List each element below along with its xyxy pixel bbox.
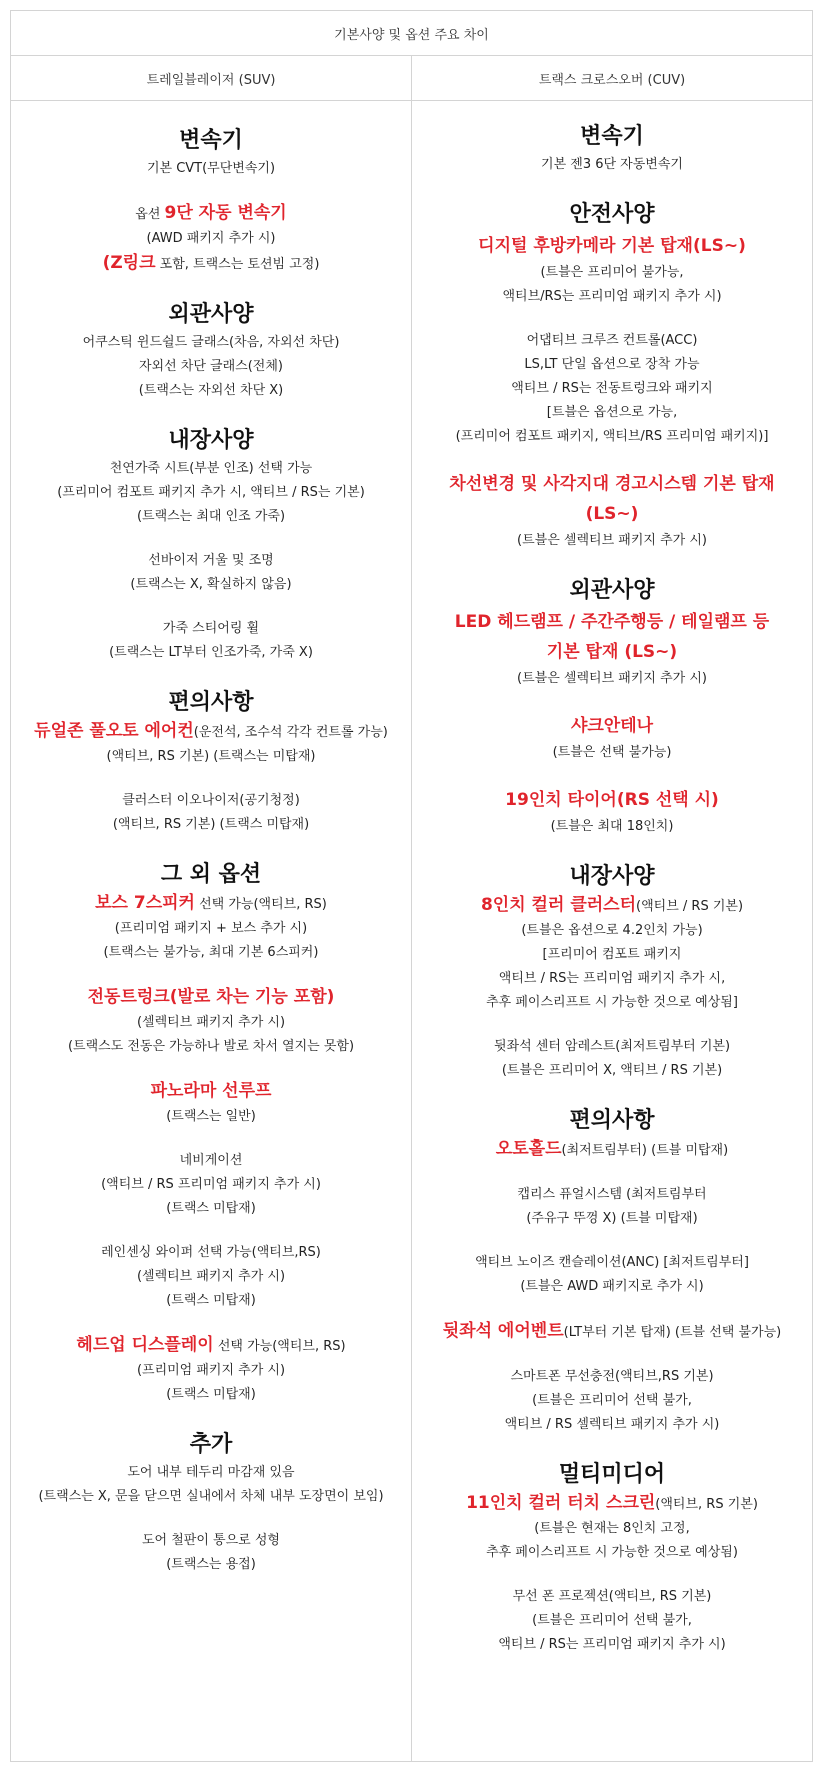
text-line: (트랙스는 자외선 차단 X) <box>138 383 284 398</box>
column-header-trailblazer: 트레일블레이저 (SUV) <box>11 56 412 101</box>
text-line: (트블은 AWD 패키지로 추가 시) <box>520 1279 704 1294</box>
text-line: (트랙스 미탑재) <box>166 1293 256 1308</box>
text-line: (액티브, RS 기본) (트랙스는 미탑재) <box>106 749 316 764</box>
text-line: 액티브/RS는 프리미엄 패키지 추가 시) <box>502 289 722 304</box>
text-line: 무선 폰 프로젝션(액티브, RS 기본) <box>512 1589 712 1604</box>
text-line: 11인치 컬러 터치 스크린(액티브, RS 기본) <box>466 1493 758 1513</box>
text-line <box>11 1079 411 1105</box>
text-line: (트랙스는 최대 인조 가죽) <box>136 509 286 524</box>
text-line: (액티브, RS 기본) (트랙스 미탑재) <box>112 817 310 832</box>
text-line: (트블은 프리미어 선택 불가, <box>532 1393 692 1408</box>
section-heading: 추가 <box>189 1432 233 1457</box>
text-line: (트블은 현재는 8인치 고정, <box>534 1521 690 1536</box>
section-heading: 멀티미디어 <box>558 1462 666 1487</box>
text-line: (트블은 프리미어 선택 불가, <box>532 1613 692 1628</box>
text-line: (트블은 옵션으로 4.2인치 가능) <box>521 923 703 938</box>
text-line: 자외선 차단 글래스(전체) <box>139 359 283 374</box>
text-line: 듀얼존 풀오토 에어컨(운전석, 조수석 각각 컨트롤 가능) <box>34 721 388 741</box>
text-line: 헤드업 디스플레이 선택 가능(액티브, RS) <box>76 1335 346 1355</box>
highlight-text: 8인치 컬러 클러스터 <box>480 895 637 915</box>
column-header-trax: 트랙스 크로스오버 (CUV) <box>412 56 813 101</box>
section-heading: 외관사양 <box>168 302 254 327</box>
right-column <box>412 101 813 1762</box>
text-line: (트블은 선택 불가능) <box>552 745 672 760</box>
text-line: 액티브 / RS는 프리미엄 패키지 추가 시, <box>498 971 726 986</box>
text-line: 액티브 / RS 셀렉티브 패키지 추가 시) <box>504 1417 720 1432</box>
comparison-table <box>10 10 813 1762</box>
text-line: LS,LT 단일 옵션으로 장착 가능 <box>524 357 700 372</box>
highlight-text: 차선변경 및 사각지대 경고시스템 기본 탑재 <box>449 474 775 494</box>
text-line: (셀렉티브 패키지 추가 시) <box>136 1269 286 1284</box>
text-line: (트랙스 미탑재) <box>166 1387 256 1402</box>
text-line: 스마트폰 무선충전(액티브,RS 기본) <box>510 1369 714 1384</box>
text-line: 액티브 / RS는 전동트렁크와 패키지 <box>511 381 713 396</box>
text-line: (프리미엄 패키지 + 보스 추가 시) <box>114 921 308 936</box>
table-title: 기본사양 및 옵션 주요 차이 <box>11 11 813 56</box>
text-line: (트랙스는 일반) <box>166 1109 256 1124</box>
highlight-text: 오토홀드 <box>495 1139 562 1159</box>
section-heading: 내장사양 <box>569 864 655 889</box>
section-heading: 외관사양 <box>569 578 655 603</box>
highlight-text: 디지털 후방카메라 기본 탑재(LS~) <box>478 236 746 256</box>
text-line: 보스 7스피커 선택 가능(액티브, RS) <box>95 893 327 913</box>
text-line: 어댑티브 크루즈 컨트롤(ACC) <box>526 333 698 348</box>
highlight-text: 기본 탑재 (LS~) <box>546 642 678 662</box>
text-line: 추후 페이스리프트 시 가능한 것으로 예상됨) <box>486 1545 738 1560</box>
highlight-text: (LS~) <box>585 504 639 524</box>
text-line: 옵션 9단 자동 변속기 <box>135 203 287 223</box>
section-heading: 편의사항 <box>569 1108 655 1133</box>
text-line: (프리미엄 패키지 추가 시) <box>136 1363 286 1378</box>
text-line: (셀렉티브 패키지 추가 시) <box>136 1015 286 1030</box>
text-line: (트랙스는 X, 문을 닫으면 실내에서 차체 내부 도장면이 보임) <box>38 1489 384 1504</box>
section-heading: 그 외 옵션 <box>160 862 262 887</box>
section-heading: 편의사항 <box>168 690 254 715</box>
highlight-text: 전동트렁크(발로 차는 기능 포함) <box>87 987 335 1007</box>
highlight-text: 듀얼존 풀오토 에어컨 <box>34 721 194 741</box>
text-line: (트랙스는 불가능, 최대 기본 6스피커) <box>103 945 319 960</box>
text-line: 추후 페이스리프트 시 가능한 것으로 예상됨] <box>486 995 738 1010</box>
highlight-text: 파노라마 선루프 <box>150 1081 272 1101</box>
text-line: (트블은 프리미어 불가능, <box>540 265 684 280</box>
text-line: 기본 CVT(무단변속기) <box>146 161 276 176</box>
text-line: 액티브 노이즈 캔슬레이션(ANC) [최저트림부터] <box>475 1255 749 1270</box>
section-heading: 변속기 <box>179 128 243 153</box>
text-line: (트랙스 미탑재) <box>166 1201 256 1216</box>
highlight-text: LED 헤드램프 / 주간주행등 / 테일램프 등 <box>454 612 770 632</box>
highlight-text: 19인치 타이어(RS 선택 시) <box>505 790 719 810</box>
section-heading: 내장사양 <box>168 428 254 453</box>
text-line: 도어 철판이 통으로 성형 <box>142 1533 280 1548</box>
text-line: [트블은 옵션으로 가능, <box>546 405 678 420</box>
text-line: (프리미어 컴포트 패키지, 액티브/RS 프리미엄 패키지)] <box>455 429 769 444</box>
text-line: (트블은 프리미어 X, 액티브 / RS 기본) <box>501 1063 723 1078</box>
text-line: 천연가죽 시트(부분 인조) 선택 가능 <box>109 461 313 476</box>
text-line: (트랙스는 용접) <box>166 1557 256 1572</box>
highlight-text: 샤크안테나 <box>570 716 654 736</box>
text-line: 기본 젠3 6단 자동변속기 <box>541 157 683 172</box>
text-line: (트랙스는 X, 확실하지 않음) <box>130 577 292 592</box>
text-line: (트블은 셀렉티브 패키지 추가 시) <box>517 671 707 686</box>
text-line: [프리미어 컴포트 패키지 <box>542 947 682 962</box>
text-line: (주유구 뚜껑 X) (트블 미탑재) <box>526 1211 698 1226</box>
text-line: (트랙스도 전동은 가능하나 발로 차서 열지는 못함) <box>67 1039 355 1054</box>
text-line: 가죽 스티어링 휠 <box>162 621 260 636</box>
text-line: 오토홀드(최저트림부터) (트블 미탑재) <box>495 1139 729 1159</box>
text-line: 뒷좌석 에어벤트(LT부터 기본 탑재) (트블 선택 불가능) <box>442 1321 782 1341</box>
text-line: 8인치 컬러 클러스터(액티브 / RS 기본) <box>480 895 744 915</box>
highlight-text: 11인치 컬러 터치 스크린 <box>466 1493 656 1513</box>
highlight-text: 뒷좌석 에어벤트 <box>442 1321 564 1341</box>
text-line: (프리미어 컴포트 패키지 추가 시, 액티브 / RS는 기본) <box>57 485 365 500</box>
section-heading: 변속기 <box>580 124 644 149</box>
text-line: (AWD 패키지 추가 시) <box>146 231 276 246</box>
text-line: (Z링크 포함, 트랙스는 토션빔 고정) <box>102 253 320 273</box>
text-line: 레인센싱 와이퍼 선택 가능(액티브,RS) <box>101 1245 321 1260</box>
text-line: 도어 내부 테두리 마감재 있음 <box>127 1465 295 1480</box>
highlight-text: 보스 7스피커 <box>95 893 195 913</box>
text-line: 어쿠스틱 윈드쉴드 글래스(차음, 자외선 차단) <box>82 335 340 350</box>
section-heading: 안전사양 <box>569 202 655 227</box>
text-line: 클러스터 이오나이저(공기청정) <box>122 793 300 808</box>
text-line <box>11 985 411 1011</box>
highlight-text: 9단 자동 변속기 <box>164 203 287 223</box>
text-line: (트랙스는 LT부터 인조가죽, 가죽 X) <box>109 645 313 660</box>
text-line: 네비게이션 <box>179 1153 243 1168</box>
text-line: 뒷좌석 센터 암레스트(최저트림부터 기본) <box>493 1039 731 1054</box>
text-line: (액티브 / RS 프리미엄 패키지 추가 시) <box>101 1177 321 1192</box>
text-line: (트블은 셀렉티브 패키지 추가 시) <box>517 533 707 548</box>
text-line: 캡리스 퓨얼시스템 (최저트림부터 <box>517 1187 707 1202</box>
text-line: 액티브 / RS는 프리미엄 패키지 추가 시) <box>498 1637 726 1652</box>
text-line: 선바이저 거울 및 조명 <box>148 553 274 568</box>
left-column <box>11 101 412 1762</box>
text-line: (트블은 최대 18인치) <box>550 819 674 834</box>
highlight-text: (Z링크 <box>102 253 156 273</box>
highlight-text: 헤드업 디스플레이 <box>76 1335 214 1355</box>
